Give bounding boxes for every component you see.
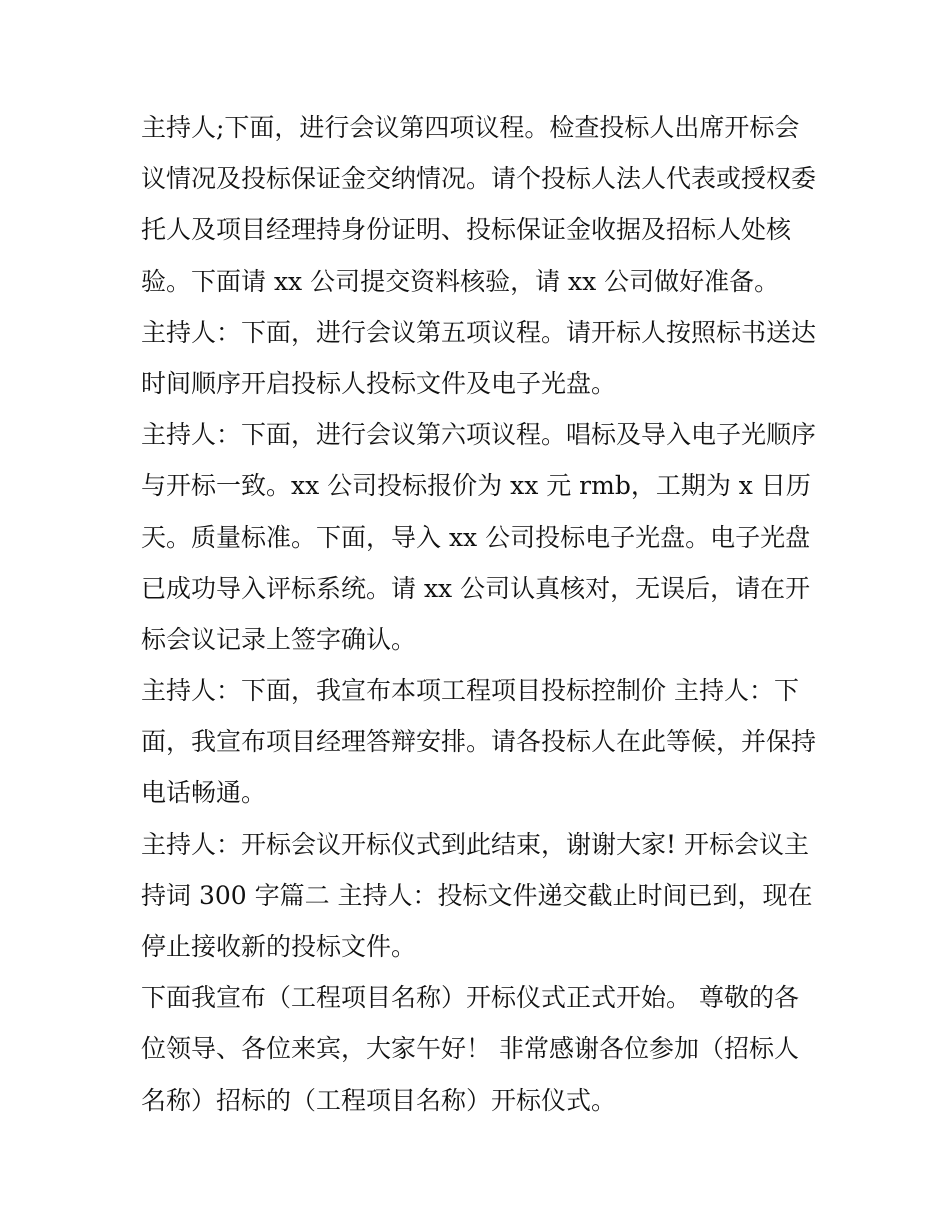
- text-line: 时间顺序开启投标人投标文件及电子光盘。: [141, 368, 617, 398]
- text-line: 已成功导入评标系统。请 xx 公司认真核对，无误后，请在开: [141, 573, 811, 603]
- text-line: 主持人：下面，我宣布本项工程项目投标控制价 主持人：下: [141, 676, 799, 706]
- text-line: 电话畅通。: [141, 778, 267, 808]
- text-line: 与开标一致。xx 公司投标报价为 xx 元 rmb，工期为 x 日历: [141, 471, 811, 501]
- text-line: 位领导、各位来宾，大家午好！ 非常感谢各位参加（招标人: [141, 1034, 799, 1064]
- text-line: 名称）招标的（工程项目名称）开标仪式。: [141, 1085, 617, 1115]
- text-line: 托人及项目经理持身份证明、投标保证金收据及招标人处核: [141, 215, 792, 245]
- text-line: 持词 300 字篇二 主持人：投标文件递交截止时间已到，现在: [141, 880, 813, 910]
- text-line: 标会议记录上签字确认。: [141, 624, 417, 654]
- text-line: 主持人：开标会议开标仪式到此结束，谢谢大家! 开标会议主: [141, 829, 809, 859]
- text-line: 验。下面请 xx 公司提交资料核验，请 xx 公司做好准备。: [141, 266, 780, 296]
- text-line: 主持人：下面，进行会议第五项议程。请开标人按照标书送达: [141, 317, 817, 347]
- document-body: [141, 102, 816, 1126]
- text-line: 主持人;下面，进行会议第四项议程。检查投标人出席开标会: [141, 113, 800, 142]
- text-line: 议情况及投标保证金交纳情况。请个投标人法人代表或授权委: [141, 164, 817, 194]
- text-line: 停止接收新的投标文件。: [141, 932, 417, 961]
- text-line: 面，我宣布项目经理答辩安排。请各投标人在此等候，并保持: [141, 727, 817, 757]
- text-line: 下面我宣布（工程项目名称）开标仪式正式开始。 尊敬的各: [141, 983, 799, 1013]
- text-line: 主持人：下面，进行会议第六项议程。唱标及导入电子光顺序: [141, 420, 817, 450]
- text-line: 天。质量标准。下面，导入 xx 公司投标电子光盘。电子光盘: [141, 522, 811, 552]
